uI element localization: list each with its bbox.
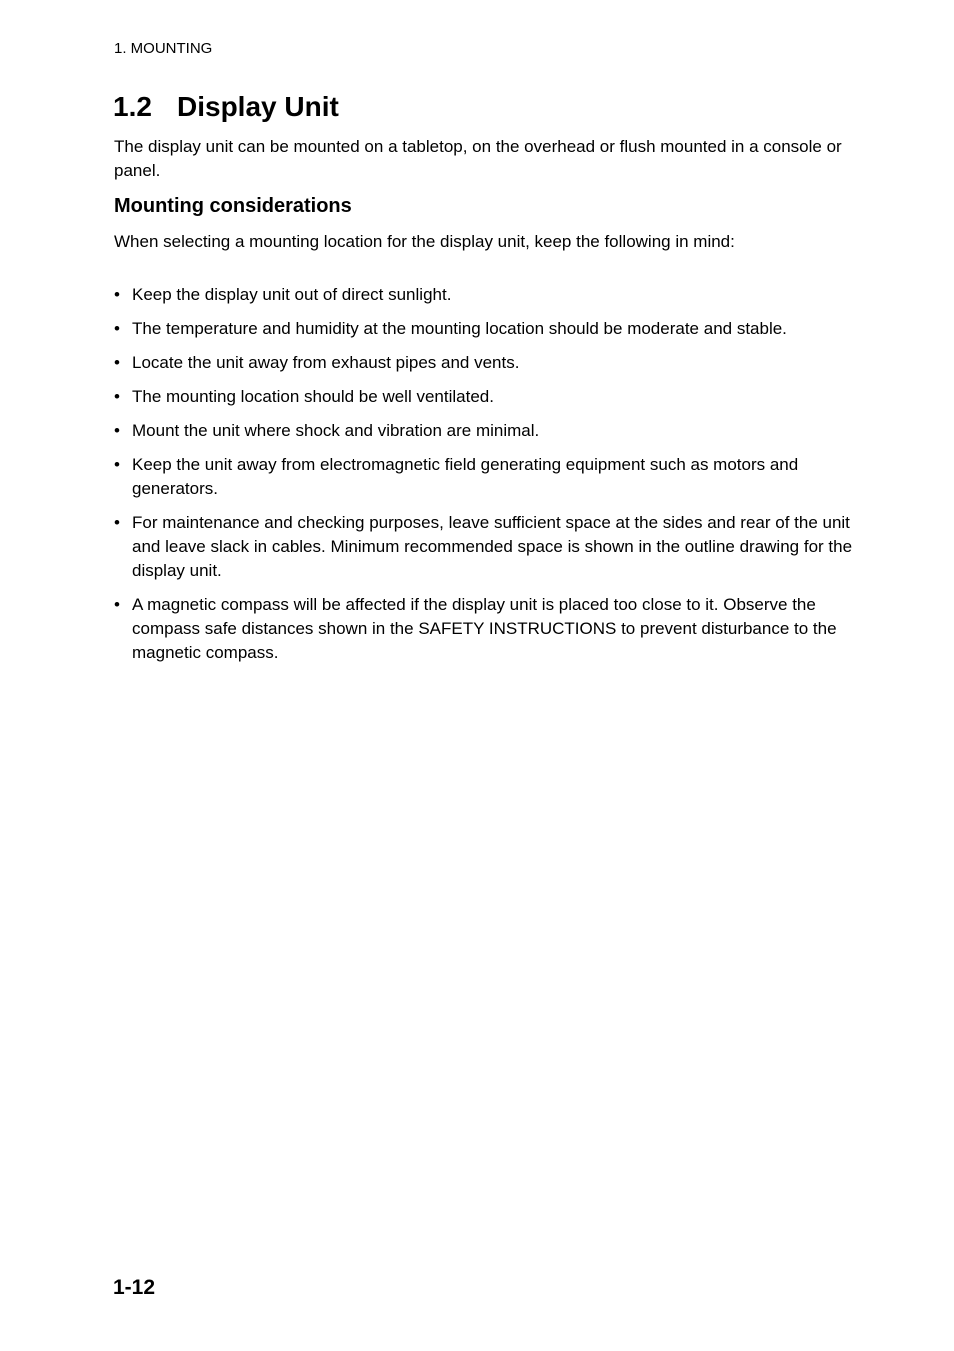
list-item xyxy=(114,453,859,501)
considerations-list xyxy=(114,283,859,675)
bullet-icon: • xyxy=(114,319,120,338)
list-item xyxy=(114,385,859,409)
bullet-icon: • xyxy=(114,455,120,474)
section-title-text: Display Unit xyxy=(177,91,339,122)
section-number: 1.2 xyxy=(113,91,152,122)
bullet-icon: • xyxy=(114,421,120,440)
list-item-text: The temperature and humidity at the mounting location should be moderate and stable. xyxy=(132,319,787,338)
running-header: 1. MOUNTING xyxy=(114,40,213,57)
list-item-text: The mounting location should be well ventilated. xyxy=(132,387,494,406)
bullet-icon: • xyxy=(114,387,120,406)
list-item-text: Keep the unit away from electromagnetic field generating equipment such as motors and generators. xyxy=(132,455,799,498)
bullet-icon: • xyxy=(114,285,120,304)
section-title xyxy=(113,89,339,125)
list-item-text: For maintenance and checking purposes, leave sufficient space at the sides and rear of the unit and leave slack in cables. Minimum recommended space is shown in the outline drawing for the display unit. xyxy=(132,513,853,580)
list-item xyxy=(114,317,859,341)
intro-paragraph: The display unit can be mounted on a tabletop, on the overhead or flush mounted in a console or panel. xyxy=(114,137,842,180)
list-item-text: Mount the unit where shock and vibration are minimal. xyxy=(132,421,540,440)
bullet-icon: • xyxy=(114,513,120,532)
subsection-heading: Mounting considerations xyxy=(114,195,352,217)
page-number: 1-12 xyxy=(113,1276,156,1299)
list-item xyxy=(114,511,859,583)
bullet-icon: • xyxy=(114,353,120,372)
list-item xyxy=(114,351,859,375)
list-item xyxy=(114,593,859,665)
list-item-text: A magnetic compass will be affected if the display unit is placed too close to it. Observe the compass safe distances shown in the SAFETY INSTRUCTIONS to prevent disturbance to the magnetic compass. xyxy=(132,595,837,662)
list-item xyxy=(114,419,859,443)
bullet-icon: • xyxy=(114,595,120,614)
lead-paragraph: When selecting a mounting location for the display unit, keep the following in mind: xyxy=(114,232,735,251)
list-item-text: Keep the display unit out of direct sunlight. xyxy=(132,285,452,304)
list-item xyxy=(114,283,859,307)
list-item-text: Locate the unit away from exhaust pipes and vents. xyxy=(132,353,520,372)
